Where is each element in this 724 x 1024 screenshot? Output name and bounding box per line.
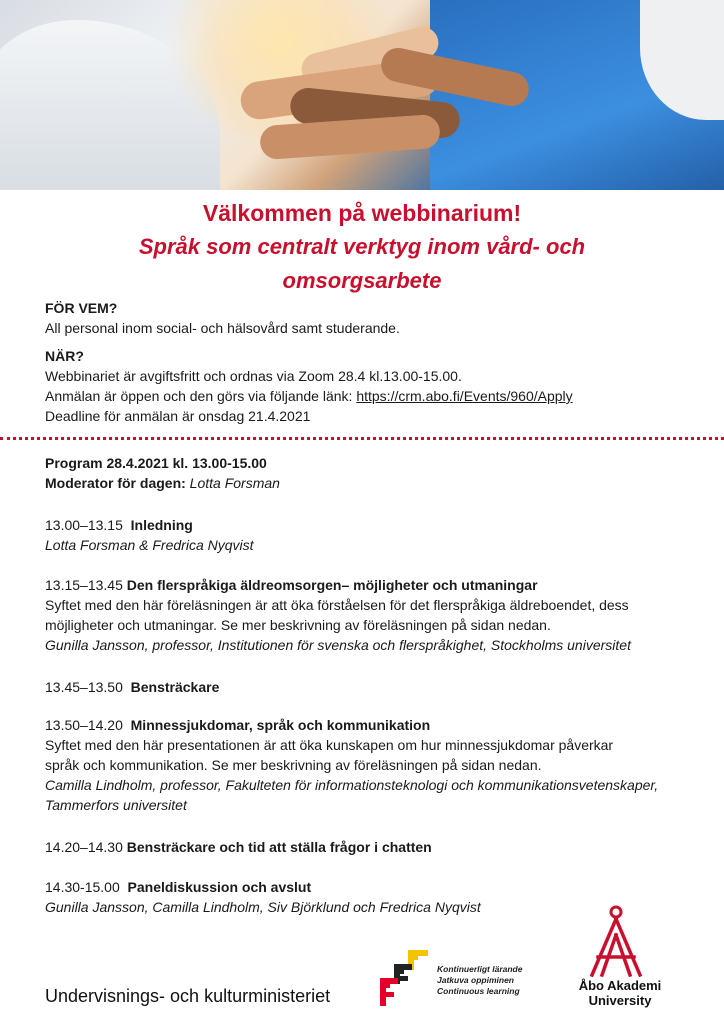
abo-akademi-logo: [584, 905, 648, 977]
registration-link[interactable]: https://crm.abo.fi/Events/960/Apply: [356, 388, 573, 404]
item-time: 13.50–14.20: [45, 717, 123, 733]
when-text-2: Anmälan är öppen och den görs via följande länk: https://crm.abo.fi/Events/960/Apply: [45, 388, 573, 404]
moderator-line: Moderator för dagen: Lotta Forsman: [45, 475, 280, 491]
abo-akademi-name: Åbo Akademi University: [578, 978, 662, 1008]
hero-image: [0, 0, 724, 190]
continuous-learning-text: Kontinuerligt lärande Jatkuva oppiminen Continuous learning: [437, 964, 523, 996]
item-time: 13.45–13.50: [45, 679, 123, 695]
item-time: 13.15–13.45: [45, 577, 123, 593]
item-description-2: möjligheter och utmaningar. Se mer beskrivning av föreläsningen på sidan nedan.: [45, 617, 551, 633]
item-speakers: Gunilla Jansson, Camilla Lindholm, Siv Björklund och Fredrica Nyqvist: [45, 899, 481, 915]
item-description-1: Syftet med den här presentationen är att öka kunskapen om hur minnessjukdomar påverkar: [45, 737, 614, 753]
when-label: NÄR?: [45, 348, 84, 364]
ministry-name: Undervisnings- och kulturministeriet: [45, 986, 331, 1006]
program-header: [45, 453, 705, 493]
item-time: 14.20–14.30: [45, 839, 123, 855]
for-whom-label: FÖR VEM?: [45, 300, 118, 316]
program-item-2: [45, 575, 705, 655]
item-title: Bensträckare: [130, 679, 220, 695]
continuous-learning-logo: [380, 950, 428, 1006]
item-speakers-1: Camilla Lindholm, professor, Fakulteten för informationsteknologi och kommunikationsvetenskaper,: [45, 777, 659, 793]
item-speakers: Gunilla Jansson, professor, Institutionen för svenska och flerspråkighet, Stockholms universitet: [45, 637, 631, 653]
for-whom-text: All personal inom social- och hälsovård samt studerande.: [45, 320, 400, 336]
item-description-1: Syftet med den här föreläsningen är att öka förståelsen för det flerspråkiga äldreboendet, dess: [45, 597, 629, 613]
item-time: 13.00–13.15: [45, 517, 123, 533]
program-item-5: [45, 837, 705, 857]
subtitle-line-1: Språk som centralt verktyg inom vård- och: [138, 234, 586, 259]
when-deadline: Deadline för anmälan är onsdag 21.4.2021: [45, 408, 311, 424]
for-whom-section: [45, 298, 705, 338]
when-text-1: Webbinariet är avgiftsfritt och ordnas via Zoom 28.4 kl.13.00-15.00.: [45, 368, 462, 384]
page-title: Välkommen på webbinarium!: [202, 200, 522, 226]
item-title: Paneldiskussion och avslut: [127, 879, 312, 895]
program-item-1: [45, 515, 705, 555]
item-time: 14.30-15.00: [45, 879, 120, 895]
item-title: Den flerspråkiga äldreomsorgen– möjligheter och utmaningar: [126, 577, 538, 593]
item-speakers-2: Tammerfors universitet: [45, 797, 187, 813]
section-divider: [0, 437, 724, 440]
program-item-4: [45, 715, 705, 815]
when-section: [45, 346, 705, 426]
item-title: Inledning: [130, 517, 193, 533]
item-speakers: Lotta Forsman & Fredrica Nyqvist: [45, 537, 254, 553]
item-description-2: språk och kommunikation. Se mer beskrivning av föreläsningen på sidan nedan.: [45, 757, 542, 773]
item-title: Minnessjukdomar, språk och kommunikation: [130, 717, 431, 733]
item-title: Bensträckare och tid att ställa frågor i chatten: [126, 839, 432, 855]
program-item-3: [45, 677, 705, 697]
subtitle-line-2: omsorgsarbete: [282, 268, 442, 293]
program-title: Program 28.4.2021 kl. 13.00-15.00: [45, 455, 267, 471]
